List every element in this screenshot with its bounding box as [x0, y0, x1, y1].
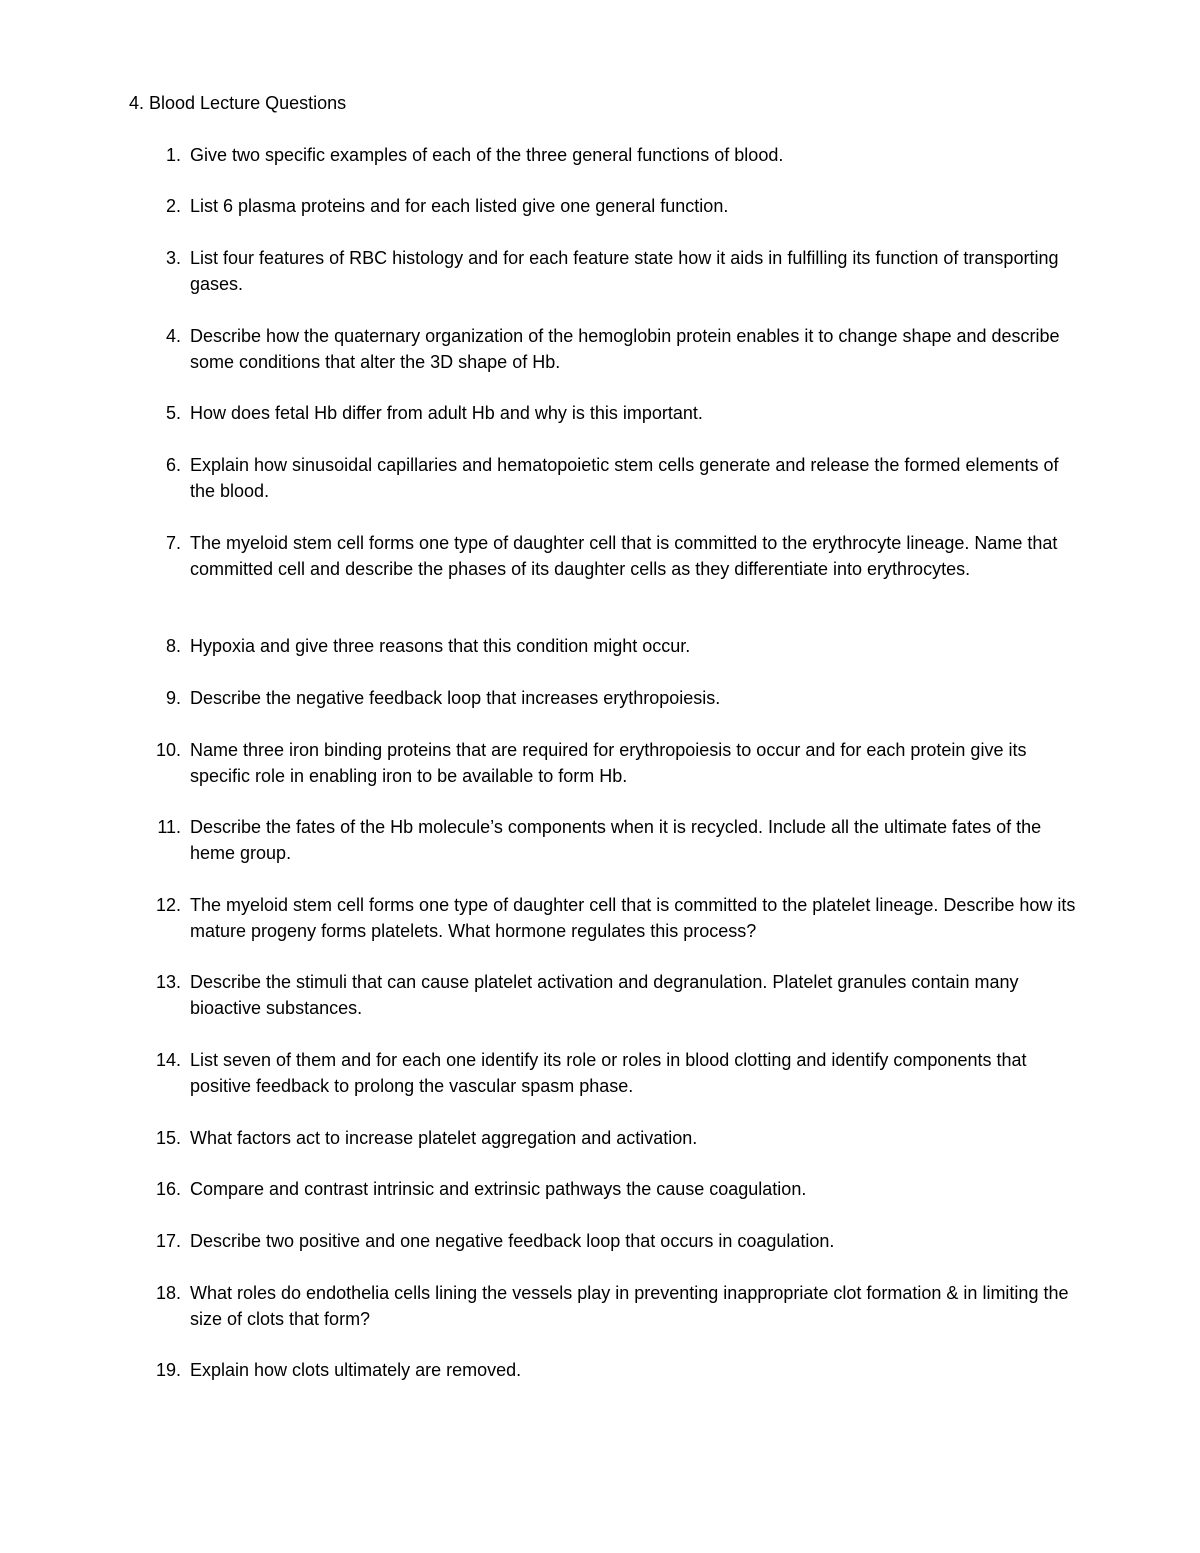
- question-number: 17.: [155, 1231, 181, 1251]
- question-number: 14.: [155, 1050, 181, 1070]
- question-number: 12.: [155, 895, 181, 915]
- question-number: 16.: [155, 1179, 181, 1199]
- question-number: 11.: [157, 817, 181, 837]
- question-text: Describe the stimuli that can cause platelet activation and degranulation. Platelet granules contain many bioactive substances.: [190, 972, 1019, 1018]
- document-title: 4. Blood Lecture Questions: [129, 93, 347, 113]
- question-text: Hypoxia and give three reasons that this condition might occur.: [190, 636, 691, 656]
- question-text: List four features of RBC histology and for each feature state how it aids in fulfilling its function of transporting gases.: [190, 248, 1059, 294]
- question-text: How does fetal Hb differ from adult Hb and why is this important.: [190, 403, 703, 423]
- question-text: The myeloid stem cell forms one type of daughter cell that is committed to the platelet lineage. Describe how its mature progeny forms platelets. What hormone regulates this process?: [190, 895, 1076, 941]
- question-text: List seven of them and for each one identify its role or roles in blood clotting and identify components that positive feedback to prolong the vascular spasm phase.: [190, 1050, 1027, 1096]
- question-number: 5.: [165, 403, 181, 423]
- question-number: 18.: [155, 1283, 181, 1303]
- question-number: 4.: [165, 326, 181, 346]
- question-number: 6.: [165, 455, 181, 475]
- question-text: Describe two positive and one negative feedback loop that occurs in coagulation.: [190, 1231, 835, 1251]
- question-text: Give two specific examples of each of the three general functions of blood.: [190, 145, 784, 165]
- question-text: What factors act to increase platelet aggregation and activation.: [190, 1128, 698, 1148]
- question-number: 3.: [165, 248, 181, 268]
- question-number: 7.: [165, 533, 181, 553]
- question-number: 19.: [155, 1360, 181, 1380]
- question-text: List 6 plasma proteins and for each listed give one general function.: [190, 196, 729, 216]
- question-number: 15.: [155, 1128, 181, 1148]
- question-text: Explain how sinusoidal capillaries and hematopoietic stem cells generate and release the formed elements of the blood.: [190, 455, 1059, 501]
- question-text: Explain how clots ultimately are removed.: [190, 1360, 522, 1380]
- question-text: The myeloid stem cell forms one type of daughter cell that is committed to the erythrocyte lineage. Name that committed cell and describe the phases of its daughter cells as they differentiate into erythrocytes.: [190, 533, 1058, 579]
- question-text: Describe the fates of the Hb molecule’s components when it is recycled. Include all the ultimate fates of the heme group.: [190, 817, 1042, 863]
- question-text: Describe how the quaternary organization of the hemoglobin protein enables it to change shape and describe some conditions that alter the 3D shape of Hb.: [190, 326, 1060, 372]
- question-number: 8.: [165, 636, 181, 656]
- question-text: Name three iron binding proteins that are required for erythropoiesis to occur and for each protein give its specific role in enabling iron to be available to form Hb.: [190, 740, 1027, 786]
- question-number: 9.: [165, 688, 181, 708]
- question-text: Compare and contrast intrinsic and extrinsic pathways the cause coagulation.: [190, 1179, 807, 1199]
- question-text: Describe the negative feedback loop that increases erythropoiesis.: [190, 688, 721, 708]
- question-text: What roles do endothelia cells lining the vessels play in preventing inappropriate clot formation & in limiting the size of clots that form?: [190, 1283, 1069, 1329]
- question-number: 1.: [165, 145, 181, 165]
- question-number: 10.: [155, 740, 181, 760]
- question-number: 2.: [165, 196, 181, 216]
- question-number: 13.: [155, 972, 181, 992]
